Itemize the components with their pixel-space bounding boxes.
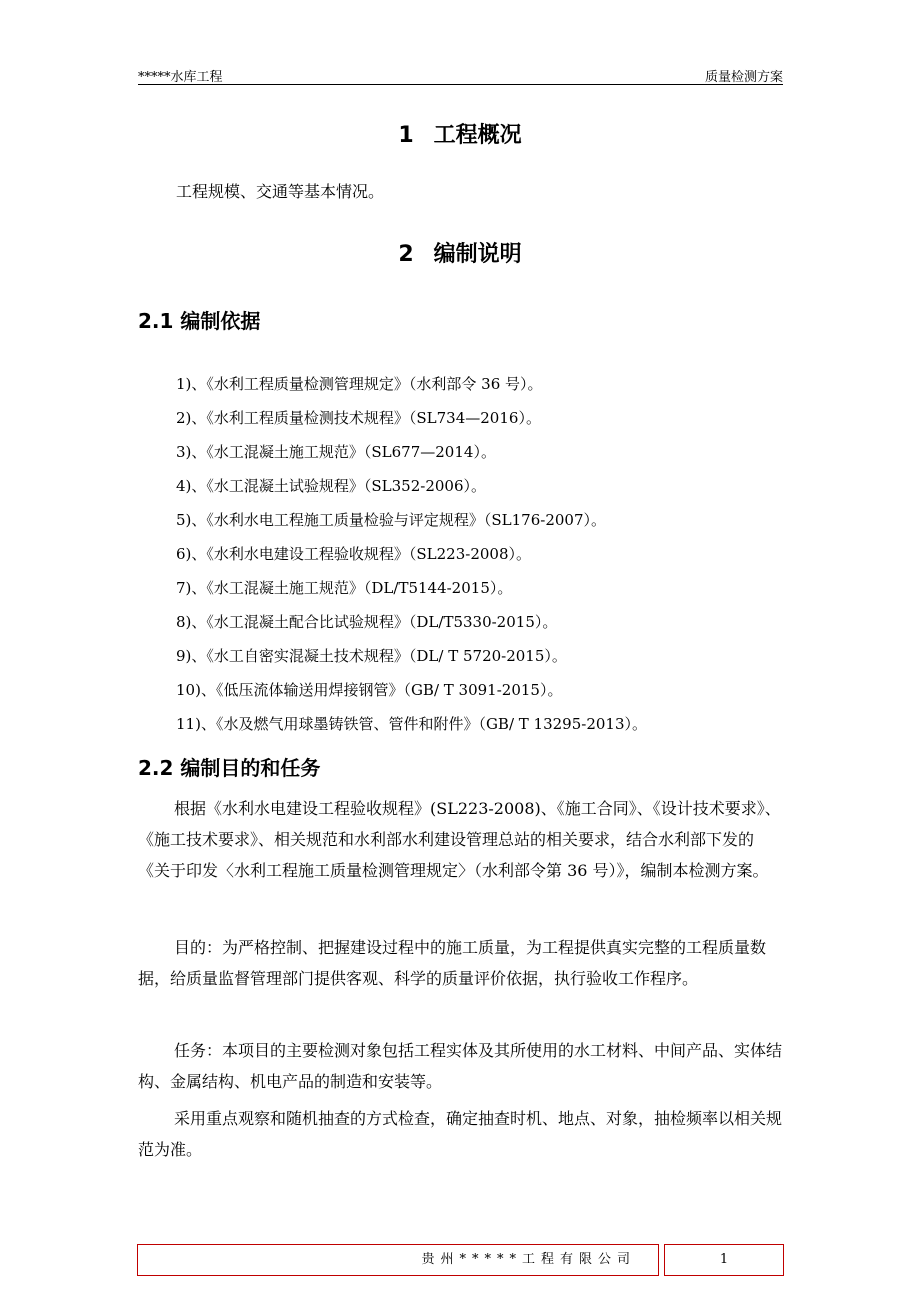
list-item: 7)、《水工混凝土施工规范》（DL/T5144-2015）。 (176, 579, 513, 597)
header-project-name: *****水库工程 (138, 70, 223, 85)
header-doc-title: 质量检测方案 (704, 70, 783, 85)
list-item: 2)、《水利工程质量检测技术规程》（SL734—2016）。 (176, 409, 541, 427)
list-item: 4)、《水工混凝土试验规程》（SL352-2006）。 (176, 477, 487, 495)
list-item: 5)、《水利水电工程施工质量检验与评定规程》（SL176-2007）。 (176, 511, 607, 529)
section-2-2-heading: 2.2 编制目的和任务 (138, 756, 321, 780)
section-2-number: 2 (398, 242, 414, 267)
paragraph-method: 采用重点观察和随机抽查的方式检查，确定抽查时机、地点、对象，抽检频率以相关规范为准。 (138, 1109, 783, 1159)
paragraph-task: 任务：本项目的主要检测对象包括工程实体及其所使用的水工材料、中间产品、实体结构、金属结构、机电产品的制造和安装等。 (138, 1041, 783, 1091)
list-item: 1)、《水利工程质量检测管理规定》（水利部令 36 号）。 (176, 375, 543, 393)
list-item: 3)、《水工混凝土施工规范》（SL677—2014）。 (176, 443, 496, 461)
paragraph-basis: 根据《水利水电建设工程验收规程》(SL223-2008)、《施工合同》、《设计技术要求》、《施工技术要求》、相关规范和水利部水利建设管理总站的相关要求，结合水利部下发的《关于印发〈水利工程施工质量检测管理规定〉（水利部令第 36 号）》，编制本检测方案。 (138, 799, 781, 880)
paragraph-purpose: 目的：为严格控制、把握建设过程中的施工质量，为工程提供真实完整的工程质量数据，给质量监督管理部门提供客观、科学的质量评价依据，执行验收工作程序。 (138, 938, 767, 988)
footer-page-number: 1 (664, 1244, 784, 1276)
section-2-1-heading: 2.1 编制依据 (138, 309, 261, 333)
footer-company: 贵州*****工程有限公司 (137, 1244, 659, 1276)
list-item: 9)、《水工自密实混凝土技术规程》（DL/ T 5720-2015）。 (176, 647, 567, 665)
list-item: 10)、《低压流体输送用焊接钢管》（GB/ T 3091-2015）。 (176, 681, 563, 699)
section-2-heading (0, 237, 920, 268)
section-1-heading (0, 118, 920, 149)
list-item: 11)、《水及燃气用球墨铸铁管、管件和附件》（GB/ T 13295-2013）。 (176, 715, 648, 733)
section-2-title: 编制说明 (433, 242, 522, 267)
section-1-title: 工程概况 (433, 123, 522, 148)
page-header (138, 64, 783, 85)
reference-list (176, 370, 796, 744)
section-1-text: 工程规模、交通等基本情况。 (176, 182, 385, 201)
section-1-number: 1 (398, 123, 414, 148)
list-item: 8)、《水工混凝土配合比试验规程》（DL/T5330-2015）。 (176, 613, 558, 631)
list-item: 6)、《水利水电建设工程验收规程》（SL223-2008）。 (176, 545, 532, 563)
